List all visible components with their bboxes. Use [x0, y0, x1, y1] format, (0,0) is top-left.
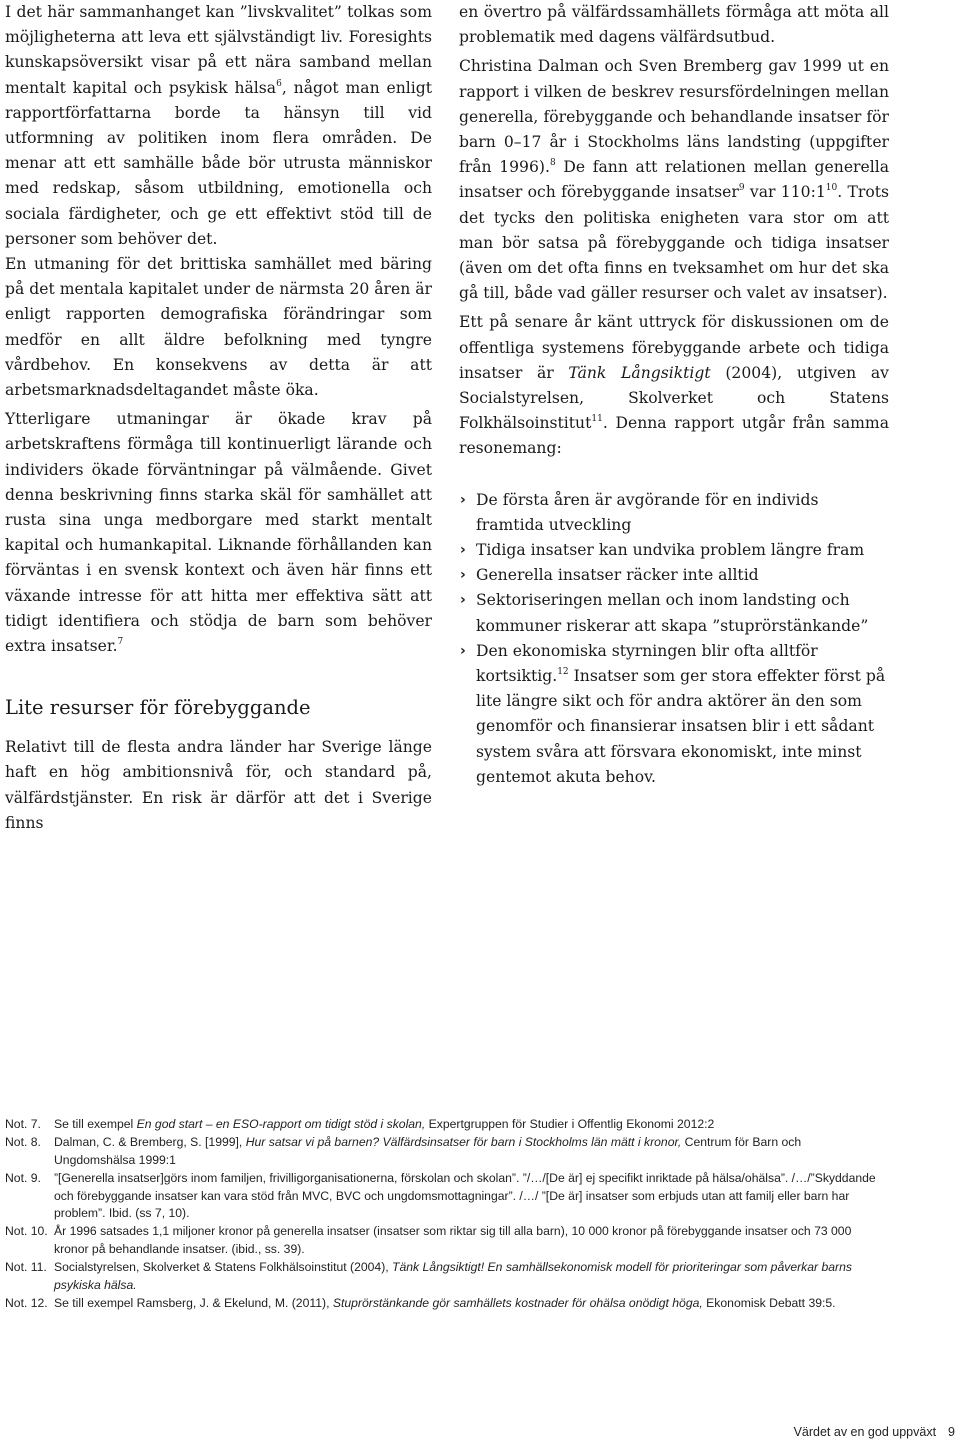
chevron-right-icon: ›: [460, 542, 466, 559]
chevron-right-icon: ›: [460, 491, 466, 508]
paragraph: Ytterligare utmaningar är ökade krav på arbetskraftens förmåga till kontinuerligt lärande och individers ökade förväntningar på välmående. Givet denna beskrivning finns starka skäl för samhället att rusta sina unga medborgare med starkt mentalt kapital och humankapital. Liknande förhållanden kan förväntas i en svensk kontext och även här finns ett växande intresse för att hitta mer effektiva sätt att tidigt identifiera och stödja de barn som behöver extra insatser.$^7$: [5, 410, 432, 656]
footnote-label: Not. 9.: [5, 1171, 41, 1186]
footnote: [5, 1259, 885, 1294]
footnote-text: Se till exempel Ramsberg, J. & Ekelund, M. (2011), Stuprörstänkande gör samhällets kostnader för ohälsa onödigt höga, Ekonomisk Debatt 39:5.: [54, 1296, 836, 1311]
footnote-text: Dalman, C. & Bremberg, S. [1999], Hur satsar vi på barnen? Välfärdsinsatser för barn i Stockholms län mätt i kronor, Centrum för Barn och Ungdomshälsa 1999:1: [54, 1135, 802, 1167]
footnote-ref[interactable]: 6: [276, 78, 282, 89]
footnote: [5, 1295, 885, 1312]
footnote-ref[interactable]: 9: [738, 183, 745, 194]
footnote-label: Not. 11.: [5, 1260, 47, 1275]
paragraph: Ett på senare år känt uttryck för diskussionen om de offentliga systemens förebyggande arbete och tidiga insatser är Tänk Långsiktigt (2004), utgiven av Socialstyrelsen, Skolverket och Statens Folkhälsoinstitut$^{11}$. Denna rapport utgår från samma resonemang:: [459, 313, 889, 458]
paragraph: En utmaning för det brittiska samhället med bäring på det mentala kapitalet under de närmsta 20 åren är enligt rapporten demografiska förändringar som medför en allt äldre befolkning med tyngre vårdbehov. En konsekvens av detta är att arbetsmarknadsdeltagandet måste öka.: [5, 255, 432, 400]
list-item: › Den ekonomiska styrningen blir ofta alltför kortsiktig.$^{12}$ Insatser som ger stora effekter först på lite längre sikt och för andra aktörer än den som genomför och finansierar insatsen blir i ett sådant system svåra att försvara ekonomiskt, inte minst gentemot akuta behov.: [459, 639, 889, 790]
right-column: [459, 0, 889, 790]
section-heading: Lite resurser för förebyggande: [5, 696, 311, 720]
paragraph: I det här sammanhanget kan ”livskvalitet” tolkas som möjligheterna att leva ett självständigt liv. Foresights kunskapsöversikt visar på ett nära samband mellan mentalt kapital och psykisk hälsa$^6$, något man enligt rapportförfattarna borde ta hänsyn till vid utformning av politiken inom flera områden. De menar att ett samhälle både bör utrusta människor med redskap, såsom utbildning, emotionella och sociala färdigheter, och ge ett effektivt stöd till de personer som behöver det.: [5, 3, 432, 248]
footnote-label: Not. 8.: [5, 1135, 41, 1150]
footnote-ref[interactable]: 8: [549, 158, 556, 169]
paragraph: Relativt till de flesta andra länder har Sverige länge haft en hög ambitionsnivå för, och standard på, välfärdstjänster. En risk är därför att det i Sverige finns: [5, 738, 432, 832]
footnote-ref[interactable]: 10: [825, 183, 838, 194]
page-footer: [794, 1425, 955, 1439]
left-column: [5, 0, 432, 836]
chevron-right-icon: ›: [460, 567, 466, 584]
footnote: [5, 1116, 885, 1133]
footnote: [5, 1223, 885, 1258]
footnote-label: Not. 7.: [5, 1117, 41, 1131]
paragraph: Christina Dalman och Sven Bremberg gav 1999 ut en rapport i vilken de beskrev resursfördelningen mellan generella, förebyggande och behandlande insatser för barn 0–17 år i Stockholms läns landsting (uppgifter från 1996).$^8$ De fann att relationen mellan generella insatser och förebyggande insatser$^9$ var $110:1^{10}$. Trots det tycks den politiska enigheten vara stor om att man bör satsa på förebyggande och tidiga insatser (även om det ofta finns en tveksamhet om hur det ska gå till, både vad gäller resurser och valet av insatser).: [459, 57, 889, 303]
footnote-text: År 1996 satsades 1,1 miljoner kronor på generella insatser (insatser som riktar sig till alla barn), 10 000 kronor på förebyggande insatser och 73 000 kronor på behandlande insatser. (ibid., ss. 39).: [54, 1224, 852, 1256]
footnote-label: Not. 10.: [5, 1224, 48, 1239]
list-item: › Sektoriseringen mellan och inom landsting och kommuner riskerar att skapa ”stuprörstänkande”: [459, 588, 889, 638]
list-item: › De första åren är avgörande för en individs framtida utveckling: [459, 488, 889, 538]
footnote-text: ”[Generella insatser]görs inom familjen, frivilligorganisationerna, förskolan och skolan”. ”/…/[De är] ej specifikt inriktade på hälsa/ohälsa”. /…/”Skyddande och förebyggande insatser kan vara stöd från MVC, BVC och ungdomsmottagningar”. /…/ ”[De är] insatser som erbjuds utan att familj eller barn har problem”. Ibid. (ss 7, 10).: [54, 1171, 876, 1221]
footnote-ref[interactable]: 12: [557, 667, 569, 678]
footnotes: [5, 1116, 885, 1313]
footnote-ref[interactable]: 7: [117, 637, 124, 648]
list-item: › Generella insatser räcker inte alltid: [459, 563, 889, 588]
footnote: [5, 1134, 885, 1169]
page-number: 9: [948, 1425, 955, 1439]
chevron-right-icon: ›: [460, 592, 466, 609]
list-item: › Tidiga insatser kan undvika problem längre fram: [459, 538, 889, 563]
bullet-list: [459, 488, 889, 790]
paragraph: en övertro på välfärdssamhällets förmåga att möta all problematik med dagens välfärdsutbud.: [459, 3, 889, 47]
footnote-text: Se till exempel En god start – en ESO-rapport om tidigt stöd i skolan, Expertgruppen för Studier i Offentlig Ekonomi 2012:2: [54, 1117, 715, 1131]
footnote: [5, 1170, 885, 1222]
report-title: Tänk Långsiktigt: [568, 363, 711, 382]
footnote-label: Not. 12.: [5, 1296, 48, 1311]
chevron-right-icon: ›: [460, 642, 466, 659]
footnote-ref[interactable]: 11: [591, 414, 603, 425]
footnote-text: Socialstyrelsen, Skolverket & Statens Folkhälsoinstitut (2004), Tänk Långsiktigt! En samhällsekonomisk modell för prioriteringar som påverkar barns psykiska hälsa.: [54, 1260, 852, 1292]
footer-title: Värdet av en god uppväxt: [793, 1425, 937, 1439]
